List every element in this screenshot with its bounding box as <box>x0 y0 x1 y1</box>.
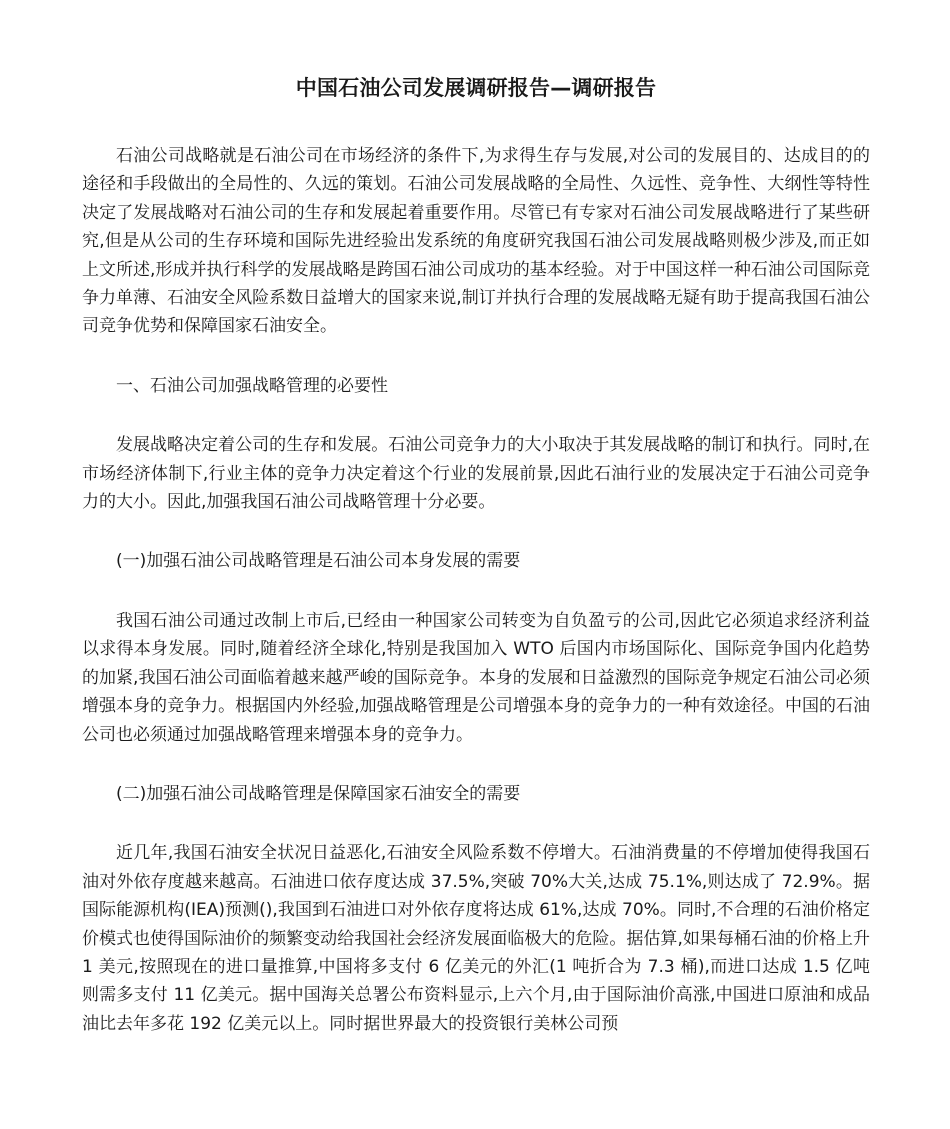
subsection-heading-2: (二)加强石油公司战略管理是保障国家石油安全的需要 <box>116 783 521 804</box>
document-page <box>82 70 870 1069</box>
subsection-2-paragraph: 近几年,我国石油安全状况日益恶化,石油安全风险系数不停增大。石油消费量的不停增加使得我国石油对外依存度越来越高。石油进口依存度达成 37.5%,突破 70%大关,达成 75.1%,则达成了 72.9%。据国际能源机构(IEA)预测(),我国到石油进口对外依存度将达成 61%,达成 70%。同时,不合理的石油价格定价模式也使得国际油价的频繁变动给我国社会经济发展面临极大的危险。据估算,如果每桶石油的价格上升 1 美元,按照现在的进口量推算,中国将多支付 6 亿美元的外汇(1 吨折合为 7.3 桶),而进口达成 1.5 亿吨则需多支付 11 亿美元。据中国海关总署公布资料显示,上六个月,由于国际油价高涨,中国进口原油和成品油比去年多花 192 亿美元以上。同时据世界最大的投资银行美林公司预 <box>82 843 870 1034</box>
subsection-1-paragraph: 我国石油公司通过改制上市后,已经由一种国家公司转变为自负盈亏的公司,因此它必须追求经济利益以求得本身发展。同时,随着经济全球化,特别是我国加入 WTO 后国内市场国际化、国际竞争国内化趋势的加紧,我国石油公司面临着越来越严峻的国际竞争。本身的发展和日益激烈的国际竞争规定石油公司必须增强本身的竞争力。根据国内外经验,加强战略管理是公司增强本身的竞争力的一种有效途径。中国的石油公司也必须通过加强战略管理来增强本身的竞争力。 <box>82 610 871 745</box>
subsection-heading-1: (一)加强石油公司战略管理是石油公司本身发展的需要 <box>116 551 521 572</box>
section-heading-1: 一、石油公司加强战略管理的必要性 <box>116 375 388 396</box>
intro-paragraph: 石油公司战略就是石油公司在市场经济的条件下,为求得生存与发展,对公司的发展目的、达成目的的途径和手段做出的全局性的、久远的策划。石油公司发展战略的全局性、久远性、竞争性、大纲性等特性决定了发展战略对石油公司的生存和发展起着重要作用。尽管已有专家对石油公司发展战略进行了某些研究,但是从公司的生存环境和国际先进经验出发系统的角度研究我国石油公司发展战略则极少涉及,而正如上文所述,形成并执行科学的发展战略是跨国石油公司成功的基本经验。对于中国这样一种石油公司国际竞争力单薄、石油安全风险系数日益增大的国家来说,制订并执行合理的发展战略无疑有助于提高我国石油公司竞争优势和保障国家石油安全。 <box>82 146 870 337</box>
document-title: 中国石油公司发展调研报告—调研报告 <box>295 76 657 100</box>
section-1-paragraph: 发展战略决定着公司的生存和发展。石油公司竞争力的大小取决于其发展战略的制订和执行。同时,在市场经济体制下,行业主体的竞争力决定着这个行业的发展前景,因此石油行业的发展决定于石油公司竞争力的大小。因此,加强我国石油公司战略管理十分必要。 <box>82 435 870 513</box>
